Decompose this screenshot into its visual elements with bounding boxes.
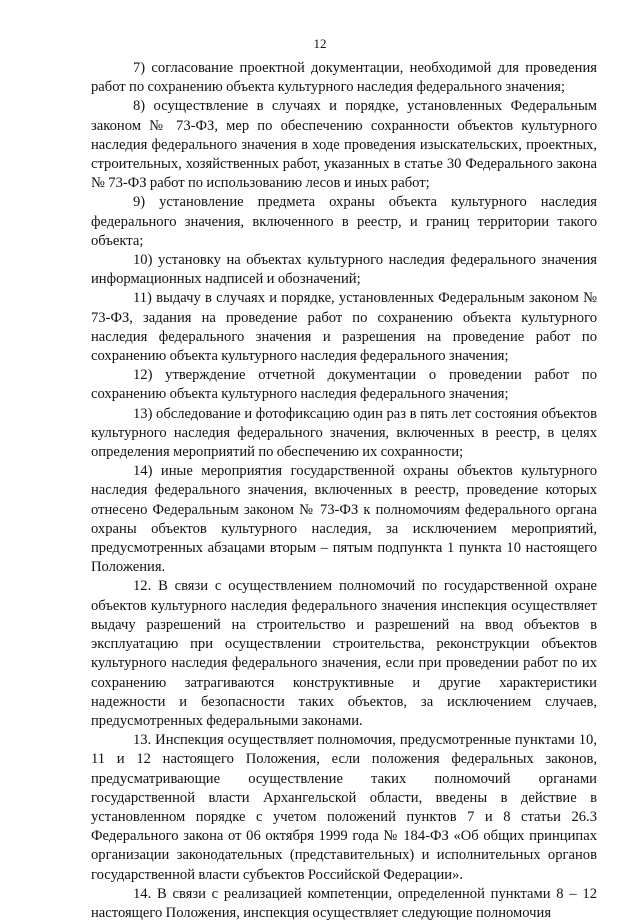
paragraph-item-13: 13) обследование и фотофиксацию один раз в пять лет состояния объектов культурного наследия федерального значения, включенных в реестр, в целях определения мероприятий по обеспечению их сохранности; xyxy=(91,405,597,461)
document-body xyxy=(91,59,597,923)
paragraph-item-14: 14) иные мероприятия государственной охраны объектов культурного наследия федерального значения, включенных в реестр, проведение которых отнесено Федеральным законом № 73-ФЗ к полномочиям федерального органа охраны объектов культурного наследия, за исключением мероприятий, предусмотренных абзацами вторым – пятым подпункта 1 пункта 10 настоящего Положения. xyxy=(91,463,597,576)
paragraph-item-11: 11) выдачу в случаях и порядке, установленных Федеральным законом № 73-ФЗ, задания на проведение работ по сохранению объекта культурного наследия федерального значения и разрешения на проведение работ по сохранению объекта культурного наследия федерального значения; xyxy=(91,290,597,365)
paragraph-section-12: 12. В связи с осуществлением полномочий по государственной охране объектов культурного наследия федерального значения инспекция осуществляет выдачу разрешений на строительство и разрешений на ввод объектов в эксплуатацию при осуществлении строительства, реконструкции объектов культурного наследия федерального значения, если при проведении работ по их сохранению затрагиваются конструктивные и другие характеристики надежности и безопасности таких объектов, за исключением случаев, предусмотренных федеральными законами. xyxy=(91,578,597,729)
paragraph-section-13: 13. Инспекция осуществляет полномочия, предусмотренные пунктами 10, 11 и 12 настоящего Положения, если положения федеральных законов, предусматривающие осуществление таких полномочий органами государственной власти Архангельской области, введены в действие в установленном порядке с учетом положений пунктов 7 и 8 статьи 26.3 Федерального закона от 06 октября 1999 года № 184-ФЗ «Об общих принципах организации законодательных (представительных) и исполнительных органов государственной власти субъектов Российской Федерации». xyxy=(91,732,597,883)
page-number: 12 xyxy=(313,36,327,51)
paragraph-item-10: 10) установку на объектах культурного наследия федерального значения информационных надписей и обозначений; xyxy=(91,252,597,288)
paragraph-section-14: 14. В связи с реализацией компетенции, определенной пунктами 8 – 12 настоящего Положения, инспекция осуществляет следующие полномочия xyxy=(91,885,597,921)
paragraph-item-7: 7) согласование проектной документации, необходимой для проведения работ по сохранению объекта культурного наследия федерального значения; xyxy=(91,60,597,96)
paragraph-item-8: 8) осуществление в случаях и порядке, установленных Федеральным законом № 73-ФЗ, мер по обеспечению сохранности объектов культурного наследия федерального значения в ходе проведения изыскательских, проектных, строительных, хозяйственных работ, указанных в статье 30 Федерального закона № 73-ФЗ работ по использованию лесов и иных работ; xyxy=(91,98,597,192)
paragraph-item-12: 12) утверждение отчетной документации о проведении работ по сохранению объекта культурного наследия федерального значения; xyxy=(91,367,597,403)
paragraph-item-9: 9) установление предмета охраны объекта культурного наследия федерального значения, включенного в реестр, и границ территории такого объекта; xyxy=(91,194,597,249)
